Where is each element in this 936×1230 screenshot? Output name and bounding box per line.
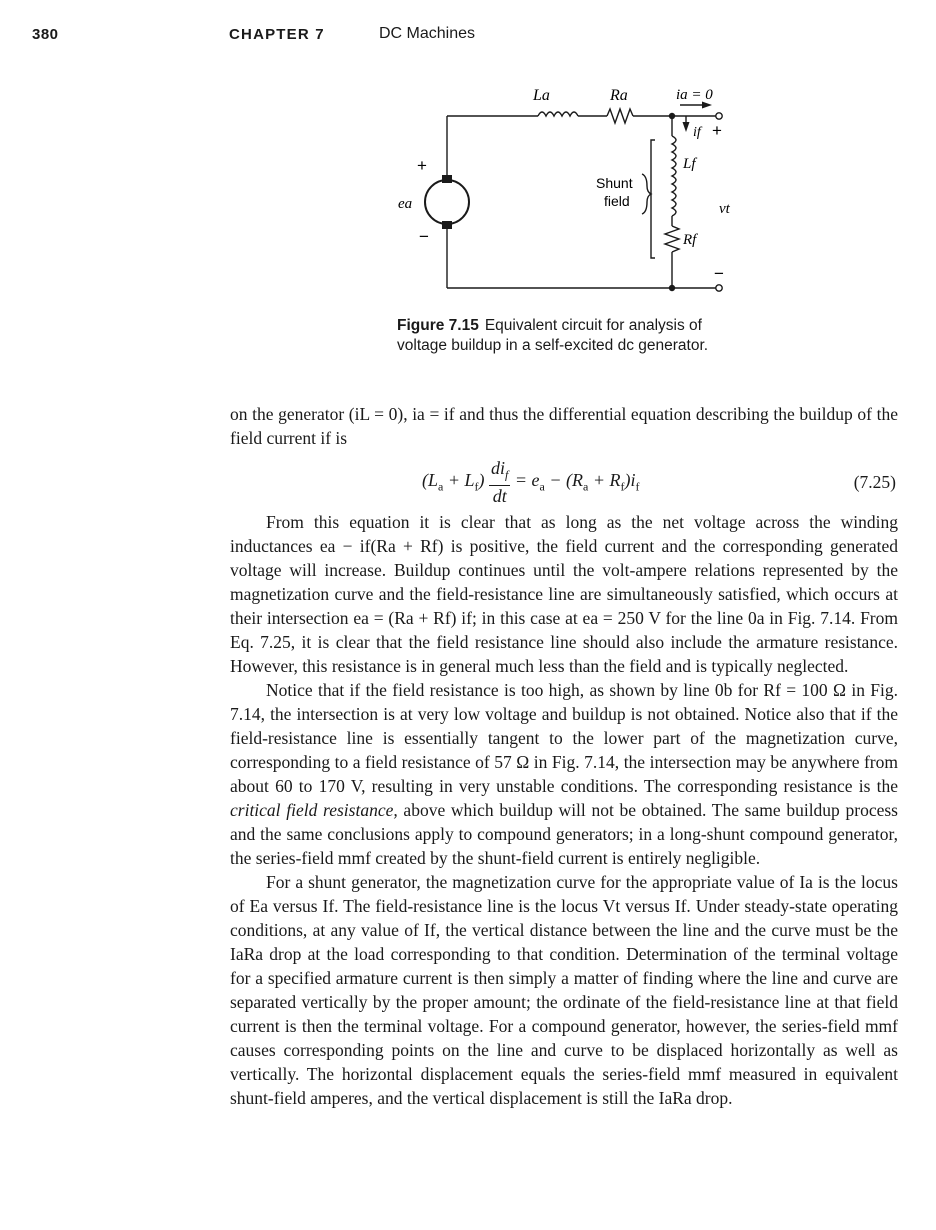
generator-source-icon [425,180,469,224]
equation-lhs: $(L_a + L_f)$ [422,469,485,494]
label-ra: Ra [610,87,628,104]
caption-label: Figure 7.15 [397,317,479,334]
junction-node-top [669,113,675,119]
source-plus: + [417,156,427,175]
figure-circuit-diagram [380,78,760,310]
generator-brush-top [442,175,452,183]
generator-brush-bottom [442,221,452,229]
intro-paragraph: on the generator (iL = 0), ia = if and thus the differential equation describing the buildup of the field current if is [230,404,898,448]
paragraph-2-text-after: above which buildup will not be obtained. The same buildup process and the same conclusions apply to compound generators; in a long-shunt compound generator, the series-field mmf created by the shunt-field current is entirely negligible. [230,800,898,868]
derivative-fraction: $\frac{di_f}{dt}$ [491,458,509,506]
label-shunt: Shunt [596,175,633,191]
paragraph-2-text-before: Notice that if the field resistance is too high, as shown by line 0b for Rf = 100 Ω in Fig. 7.14, the intersection is at very low voltage and buildup is not obtained. Notice also that if the field-resistance line is essentially tangent to the lower part of the magnetization curve, corresponding to a field resistance of 57 Ω in Fig. 7.14, the intersection may be anywhere from about 60 to 170 V, resulting in very unstable conditions. The corresponding resistance is the [230,680,898,796]
shunt-label-brace [642,174,651,214]
label-if: if [693,125,701,140]
paragraph-2 [230,678,898,870]
running-header [32,24,912,48]
critical-field-resistance-term: critical field resistance, [230,800,398,820]
label-ea: ea [398,196,413,212]
circuit-svg [380,78,760,310]
armature-resistance-zigzag [607,109,633,123]
body-text [230,402,898,1110]
terminal-plus: + [712,121,722,140]
paragraph-3: For a shunt generator, the magnetization curve for the appropriate value of Ia is the locus of Ea versus If. The field-resistance line is the locus Vt versus If. Under steady-state operating conditions, at any value of If, the vertical distance between the line and the curve must be the IaRa drop at the load corresponding to that condition. Determination of the terminal voltage for a specified armature current is then simply a matter of finding where the line and curve are separated vertically by the proper amount; the ordinate of the field-resistance line at that field current is then the terminal voltage. For a compound generator, however, the series-field mmf causes corresponding points on the line and curve to be displaced horizontally as well as vertically. The horizontal displacement equals the series-field mmf measured in equivalent shunt-field amperes, and the vertical displacement is still the IaRa drop. [230,872,898,1108]
label-la: La [533,87,550,104]
shunt-field-bracket [651,140,655,258]
terminal-bottom [716,285,722,291]
label-rf: Rf [683,232,697,248]
armature-inductance-coil [538,112,578,116]
figure-caption [397,316,727,356]
chapter-label: CHAPTER 7 [229,26,325,43]
equation-number: (7.25) [853,472,896,492]
field-inductance-coil [672,136,676,216]
terminal-minus: − [714,264,724,283]
source-minus: − [419,227,429,246]
caption-text: Equivalent circuit for analysis of voltage buildup in a self-excited dc generator. [397,317,709,354]
page-number: 380 [32,26,59,43]
equation-7-25 [230,452,898,510]
terminal-top [716,113,722,119]
chapter-title: DC Machines [379,25,476,42]
paragraph-1: From this equation it is clear that as long as the net voltage across the winding inductances ea − if(Ra + Rf) is positive, the field current and the corresponding generated voltage will increase. Buildup continues until the volt-ampere relations represented by the magnetization curve and the field-resistance line are simultaneously satisfied, which occurs at their intersection ea = (Ra + Rf) if; in this case at ea = 250 V for the line 0a in Fig. 7.14. From Eq. 7.25, it is clear that the field resistance line should also include the armature resistance. However, this resistance is in general much less than the field and is typically neglected. [230,512,898,676]
label-lf: Lf [683,156,696,172]
field-resistance-zigzag [665,226,679,252]
equation-body [422,458,639,506]
label-ia: ia = 0 [676,87,713,103]
label-field: field [604,193,630,209]
junction-node-bottom [669,285,675,291]
label-vt: vt [719,201,730,217]
equation-rhs: = $e_a - (R_a + R_f)i_f$ [514,469,640,494]
